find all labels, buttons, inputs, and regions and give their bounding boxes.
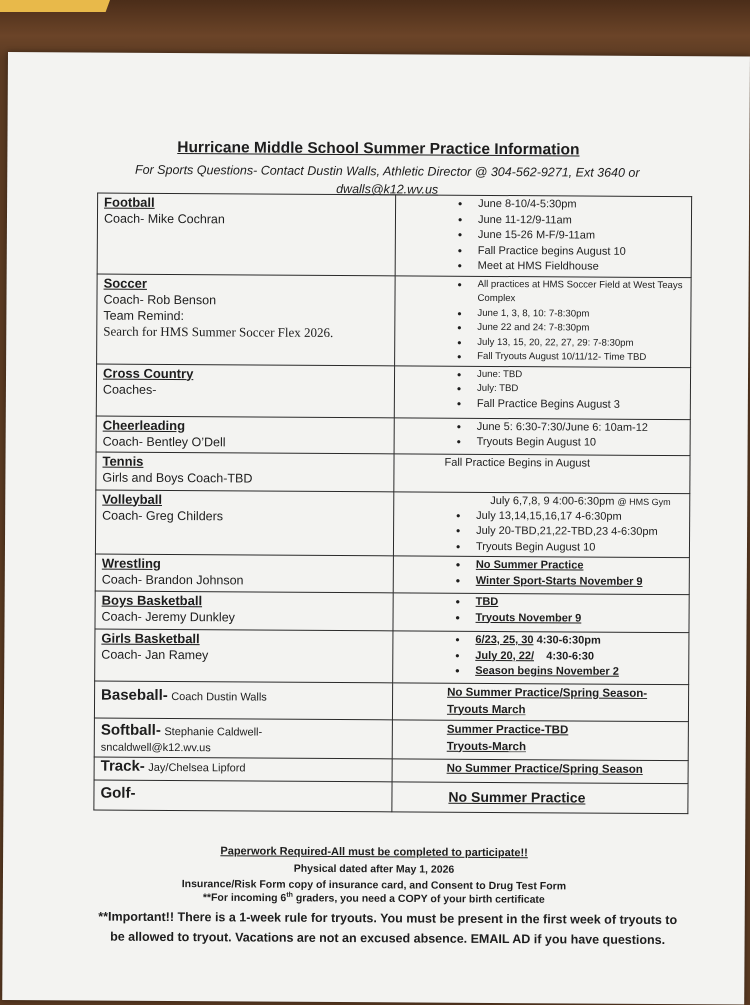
practice-dates: 6/23, 25, 30 — [475, 633, 534, 647]
sport-name: Wrestling — [101, 555, 161, 571]
sport-cell — [94, 780, 392, 812]
practice-time: 4:30-6:30 — [546, 649, 595, 663]
coach-email: sncaldwell@k12.wv.us — [100, 741, 211, 755]
sport-name: Tennis — [102, 453, 144, 469]
contact-line: For Sports Questions- Contact Dustin Walls, Athletic Director @ 304-562-9271, Ext 3640 or — [134, 162, 640, 180]
sport-name: Baseball- — [101, 686, 168, 704]
schedule-cell — [393, 593, 689, 633]
schedule-dates: July 6,7,8, 9 4:00-6:30pm — [490, 494, 615, 508]
coach-name: Girls and Boys Coach-TBD — [102, 470, 253, 486]
table-row — [96, 452, 690, 494]
coach-name: Coach- Jeremy Dunkley — [101, 609, 235, 625]
practice-time: 4:30-6:30pm — [536, 634, 601, 647]
schedule-cell — [393, 631, 689, 685]
list-item: • June 5: 6:30-7:30/June 6: 10am-12 — [477, 419, 684, 436]
schedule-table — [93, 193, 692, 815]
location-label: @ HMS Gym — [617, 496, 671, 507]
list-item: • No Summer Practice — [476, 558, 683, 575]
sport-name: Golf- — [100, 784, 136, 802]
list-item: • July: TBD — [477, 382, 684, 398]
coach-name: Coach- Rob Benson — [103, 292, 217, 307]
contact-email: dwalls@k12.wv.us — [336, 182, 439, 197]
list-item: • July 13,14,15,16,17 4-6:30pm — [476, 508, 683, 525]
sport-name: Football — [104, 194, 155, 210]
list-item: • June 22 and 24: 7-8:30pm — [477, 321, 684, 337]
schedule-line — [400, 493, 683, 510]
list-item: • July 13, 15, 20, 22, 27, 29: 7-8:30pm — [477, 335, 684, 351]
schedule-cell — [393, 491, 689, 557]
schedule-cell — [392, 782, 688, 814]
sport-name: Soccer — [103, 275, 148, 291]
list-item: • Tryouts November 9 — [476, 610, 683, 627]
schedule-line: No Summer Practice/Spring Season- — [447, 686, 648, 700]
list-item: • June 8-10/4-5:30pm — [478, 197, 685, 214]
list-item: • June 15-26 M-F/9-11am — [478, 228, 685, 245]
sport-cell — [94, 681, 392, 720]
sport-cell — [94, 718, 392, 759]
schedule-line: Summer Practice-TBD — [446, 723, 569, 737]
list-item: • Fall Practice Begins August 3 — [477, 396, 684, 412]
sport-name: Track- — [100, 757, 145, 775]
sport-cell — [97, 274, 396, 366]
important-notice: **Important!! There is a 1-week rule for tryouts. You must be present in the first week of tryouts to be allowed to tryout. Vacations are not an excused absence. EMAIL AD if you have questions. — [98, 909, 678, 948]
list-item — [475, 633, 682, 650]
page-title: Hurricane Middle School Summer Practice Information — [177, 139, 580, 159]
list-item: • TBD — [476, 595, 683, 612]
table-row — [96, 416, 690, 456]
schedule-cell — [393, 556, 689, 595]
coach-name: Coach- Bentley O’Dell — [102, 434, 226, 449]
list-item: • All practices at HMS Soccer Field at West Teays Complex — [477, 277, 684, 307]
list-item: • Fall Tryouts August 10/11/12- Time TBD — [477, 350, 684, 366]
sport-name: Cheerleading — [102, 417, 186, 433]
sport-cell — [95, 591, 393, 631]
list-item: • Season begins November 2 — [475, 664, 682, 681]
schedule-line: No Summer Practice/Spring Season — [446, 762, 643, 776]
schedule-note: Fall Practice Begins in August — [444, 456, 591, 470]
schedule-line: Tryouts March — [446, 703, 526, 716]
sixth-grade-text-end: graders, you need a COPY of your birth certificate — [292, 892, 545, 906]
list-item: • June: TBD — [477, 367, 684, 383]
coach-name: Coach- Jan Ramey — [101, 647, 209, 663]
list-item: • Winter Sport-Starts November 9 — [476, 573, 683, 590]
list-item: • Meet at HMS Fieldhouse — [478, 259, 685, 276]
coach-name: Coaches- — [102, 382, 157, 397]
physical-requirement: Physical dated after May 1, 2026 — [293, 862, 455, 876]
ordinal-suffix: th — [286, 891, 293, 899]
paperwork-heading: Paperwork Required-All must be completed to participate!! — [220, 845, 528, 860]
insurance-requirement: Insurance/Risk Form copy of insurance card, and Consent to Drug Test Form — [181, 878, 567, 893]
table-row — [95, 629, 689, 685]
coach-name: Stephanie Caldwell- — [164, 725, 263, 739]
sport-name: Cross Country — [102, 365, 194, 381]
sport-cell — [97, 193, 395, 275]
practice-dates: July 20, 22/ — [475, 649, 535, 662]
list-item: • Tryouts Begin August 10 — [477, 435, 684, 452]
envelope-corner — [0, 0, 110, 12]
table-row — [94, 718, 688, 761]
schedule-cell — [394, 365, 690, 419]
table-row — [95, 490, 689, 558]
list-item: • Fall Practice begins August 10 — [478, 243, 685, 260]
table-row — [95, 554, 689, 595]
table-row — [94, 780, 688, 814]
table-row — [96, 364, 690, 420]
table-row — [97, 274, 692, 368]
schedule-cell — [395, 195, 691, 277]
list-item — [475, 648, 682, 665]
list-item: • June 1, 3, 8, 10: 7-8:30pm — [477, 306, 684, 322]
coach-name: Coach- Greg Childers — [102, 508, 224, 523]
coach-name: Coach Dustin Walls — [171, 691, 267, 704]
schedule-line: No Summer Practice — [448, 788, 586, 806]
schedule-cell — [395, 275, 692, 367]
schedule-cell — [394, 453, 690, 493]
list-item: • July 20-TBD,21,22-TBD,23 4-6:30pm — [476, 524, 683, 541]
sport-heading — [101, 723, 386, 742]
sport-name: Girls Basketball — [101, 630, 200, 647]
list-item: • June 11-12/9-11am — [478, 212, 685, 229]
coach-name: Coach- Brandon Johnson — [101, 572, 244, 588]
schedule-cell — [394, 417, 690, 455]
remind-note: Search for HMS Summer Soccer Flex 2026. — [103, 323, 334, 340]
table-row — [94, 681, 688, 722]
sixth-grade-text: **For incoming 6 — [202, 891, 287, 905]
remind-label: Team Remind: — [103, 308, 185, 323]
coach-name: Coach- Mike Cochran — [103, 211, 225, 227]
sport-cell — [96, 416, 394, 454]
schedule-line: Tryouts-March — [446, 740, 527, 753]
sport-cell — [95, 490, 393, 556]
table-row — [97, 193, 691, 277]
sport-name: Softball- — [100, 721, 161, 739]
list-item: • Tryouts Begin August 10 — [476, 539, 683, 556]
sport-cell — [96, 452, 394, 492]
sport-name: Volleyball — [102, 491, 163, 507]
schedule-cell — [392, 720, 688, 761]
sport-cell — [95, 629, 393, 683]
sport-cell — [95, 554, 393, 593]
sport-name: Boys Basketball — [101, 592, 203, 609]
coach-name: Jay/Chelsea Lipford — [148, 761, 246, 775]
schedule-cell — [392, 683, 688, 722]
schedule-cell — [392, 759, 688, 784]
sport-cell — [96, 364, 394, 418]
desk-background — [0, 0, 750, 60]
flyer-paper — [2, 52, 750, 1005]
table-row — [95, 591, 689, 633]
sport-cell — [94, 757, 392, 782]
